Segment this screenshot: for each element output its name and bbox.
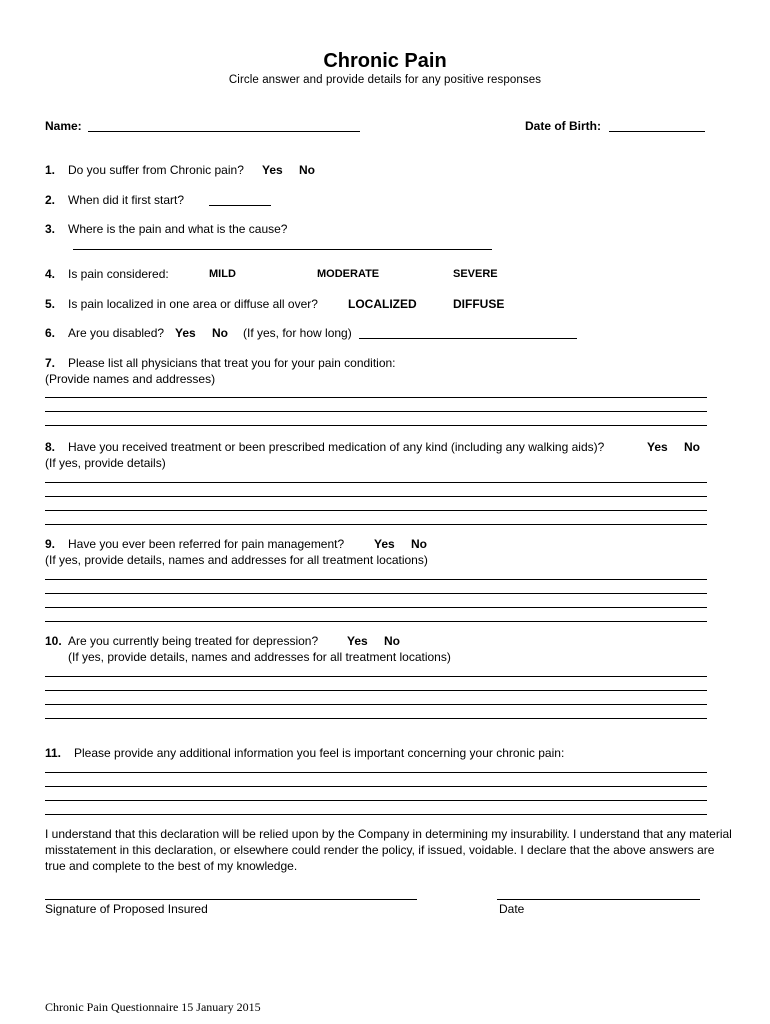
q10-subtext: (If yes, provide details, names and addresses for all treatment locations) [68, 650, 451, 664]
q10-yes-option[interactable]: Yes [347, 634, 368, 648]
q2-answer-field[interactable] [209, 205, 271, 206]
q3-answer-field[interactable] [73, 249, 492, 250]
q11-answer-line[interactable] [45, 800, 707, 801]
question-6 [45, 326, 164, 340]
question-text: Is pain localized in one area or diffuse all over? [68, 297, 318, 311]
q6-no-option[interactable]: No [212, 326, 228, 340]
question-4 [45, 267, 169, 281]
question-text: Do you suffer from Chronic pain? [68, 163, 244, 177]
q10-answer-line[interactable] [45, 676, 707, 677]
q4-mild-option[interactable]: MILD [209, 268, 236, 280]
question-number: 1. [45, 163, 56, 177]
q6-yes-option[interactable]: Yes [175, 326, 196, 340]
q5-diffuse-option[interactable]: DIFFUSE [453, 297, 505, 311]
q8-answer-line[interactable] [45, 496, 707, 497]
question-text: Have you received treatment or been prescribed medication of any kind (including any walking aids)? [68, 440, 605, 454]
question-text: Is pain considered: [68, 267, 169, 281]
question-text: Are you disabled? [68, 326, 165, 340]
question-number: 8. [45, 440, 56, 454]
q6-followup-label: (If yes, for how long) [243, 326, 352, 340]
signature-field[interactable] [45, 899, 417, 900]
q8-subtext: (If yes, provide details) [45, 456, 166, 470]
q5-localized-option[interactable]: LOCALIZED [348, 297, 417, 311]
question-3 [45, 222, 287, 236]
question-number: 10. [45, 634, 62, 648]
question-number: 2. [45, 193, 56, 207]
dob-field[interactable] [609, 131, 705, 132]
q9-answer-line[interactable] [45, 621, 707, 622]
question-2 [45, 193, 184, 207]
question-5 [45, 297, 318, 311]
q8-no-option[interactable]: No [684, 440, 700, 454]
date-label: Date [499, 902, 525, 916]
q9-answer-line[interactable] [45, 579, 707, 580]
page-title: Chronic Pain [323, 50, 447, 72]
declaration-text: I understand that this declaration will be relied upon by the Company in determining my insurability. I understand that any material misstatement in this declaration, or elsewhere could render the policy, if issued, voidable. I declare that the above answers are true and complete to the best of my knowledge. [45, 827, 732, 873]
page-footer: Chronic Pain Questionnaire 15 January 2015 [45, 1000, 261, 1014]
dob-label: Date of Birth: [525, 119, 601, 133]
q9-no-option[interactable]: No [411, 537, 427, 551]
q6-duration-field[interactable] [359, 338, 577, 339]
q9-yes-option[interactable]: Yes [374, 537, 395, 551]
question-text: Please list all physicians that treat you for your pain condition: [68, 356, 396, 370]
name-label: Name: [45, 119, 82, 133]
question-number: 7. [45, 356, 56, 370]
q1-yes-option[interactable]: Yes [262, 163, 283, 177]
question-8 [45, 440, 604, 454]
question-text: Where is the pain and what is the cause? [68, 222, 288, 236]
q9-subtext: (If yes, provide details, names and addresses for all treatment locations) [45, 553, 428, 567]
question-11 [45, 746, 564, 760]
q10-answer-line[interactable] [45, 690, 707, 691]
q7-answer-line[interactable] [45, 411, 707, 412]
q10-answer-line[interactable] [45, 718, 707, 719]
question-number: 6. [45, 326, 56, 340]
q11-answer-line[interactable] [45, 786, 707, 787]
q9-answer-line[interactable] [45, 607, 707, 608]
question-text: When did it first start? [68, 193, 185, 207]
page-subtitle: Circle answer and provide details for any positive responses [228, 74, 542, 86]
question-10 [45, 634, 318, 648]
q8-answer-line[interactable] [45, 510, 707, 511]
q7-answer-line[interactable] [45, 425, 707, 426]
q8-answer-line[interactable] [45, 524, 707, 525]
question-number: 11. [45, 746, 62, 760]
question-1 [45, 163, 244, 177]
q10-answer-line[interactable] [45, 704, 707, 705]
question-text: Please provide any additional information you feel is important concerning your chronic pain: [74, 746, 565, 760]
signature-label: Signature of Proposed Insured [45, 902, 208, 916]
name-field[interactable] [88, 131, 360, 132]
q10-no-option[interactable]: No [384, 634, 400, 648]
question-7 [45, 356, 396, 370]
question-number: 3. [45, 222, 56, 236]
q8-yes-option[interactable]: Yes [647, 440, 668, 454]
question-text: Have you ever been referred for pain management? [68, 537, 345, 551]
q11-answer-line[interactable] [45, 772, 707, 773]
question-number: 4. [45, 267, 56, 281]
q7-answer-line[interactable] [45, 397, 707, 398]
date-field[interactable] [497, 899, 700, 900]
question-text: Are you currently being treated for depression? [68, 634, 319, 648]
q1-no-option[interactable]: No [299, 163, 315, 177]
q11-answer-line[interactable] [45, 814, 707, 815]
q4-moderate-option[interactable]: MODERATE [317, 268, 380, 280]
q9-answer-line[interactable] [45, 593, 707, 594]
question-9 [45, 537, 344, 551]
q4-severe-option[interactable]: SEVERE [453, 268, 498, 280]
q7-subtext: (Provide names and addresses) [45, 372, 216, 386]
question-number: 5. [45, 297, 56, 311]
question-number: 9. [45, 537, 56, 551]
q8-answer-line[interactable] [45, 482, 707, 483]
